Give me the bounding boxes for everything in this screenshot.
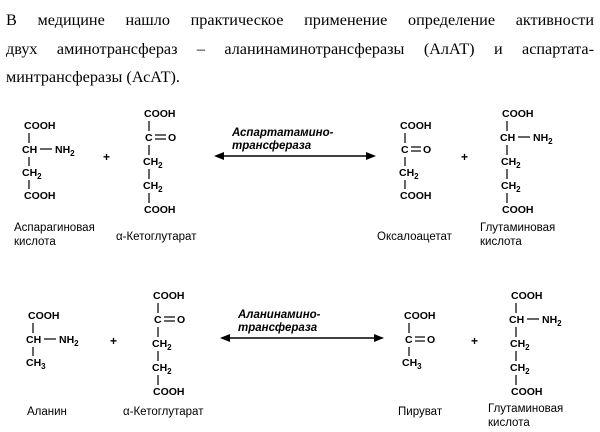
cooh-label: COOH xyxy=(511,290,543,302)
cooh-label: COOH xyxy=(28,310,60,322)
glutamic-acid-name-line-2: кислота xyxy=(488,417,530,429)
ch2-label: $CH_2$ xyxy=(510,338,530,352)
glutamic-acid-name-line-1: Глутаминовая xyxy=(480,222,556,234)
ch2-label: $CH_2$ xyxy=(143,156,163,170)
pyruvate-structure xyxy=(402,310,436,371)
cooh-label: COOH xyxy=(144,108,176,120)
reaction-2 xyxy=(26,290,563,429)
glutamic-acid-name-line-2: кислота xyxy=(480,236,522,248)
aspartic-acid-name-line-1: Аспарагиновая xyxy=(14,222,95,234)
cooh-label: COOH xyxy=(144,204,176,216)
ch-label: CH xyxy=(22,144,38,156)
aspartic-acid-structure xyxy=(22,120,75,202)
carbon-label: C xyxy=(145,132,153,144)
cooh-label: COOH xyxy=(502,108,534,120)
oxygen-label: O xyxy=(177,314,186,326)
plus-sign: + xyxy=(103,150,111,164)
glutamic-acid-structure xyxy=(509,290,562,398)
cooh-label: COOH xyxy=(400,190,432,202)
aspartic-acid-name-line-2: кислота xyxy=(14,236,56,248)
cooh-label: COOH xyxy=(24,120,56,132)
pyruvate-name: Пируват xyxy=(398,406,443,418)
ch2-label: $CH_2$ xyxy=(143,180,163,194)
amino-group-label: $NH_2$ xyxy=(55,144,75,158)
alpha-ketoglutarate-name: α-Кетоглутарат xyxy=(123,406,204,418)
ch3-label: $CH_3$ xyxy=(402,357,422,371)
oxaloacetate-structure xyxy=(399,120,432,202)
cooh-label: COOH xyxy=(153,290,185,302)
ch2-label: $CH_2$ xyxy=(501,156,521,170)
plus-sign: + xyxy=(471,334,479,348)
reaction-1 xyxy=(14,108,555,248)
enzyme-name-line-1: Аланинамино- xyxy=(238,309,321,321)
alanine-structure xyxy=(26,310,79,371)
ch2-label: $CH_2$ xyxy=(399,167,419,181)
ch2-label: $CH_2$ xyxy=(510,362,530,376)
carbon-label: C xyxy=(405,334,413,346)
amino-group-label: $NH_2$ xyxy=(59,334,79,348)
ch-label: CH xyxy=(500,132,516,144)
alpha-ketoglutarate-structure xyxy=(152,290,185,398)
ch2-label: $CH_2$ xyxy=(152,338,172,352)
paragraph-line-2: двух аминотрансфераз – аланинаминотрансферазы (АлАТ) и аспартата- xyxy=(6,39,594,58)
amino-group-label: $NH_2$ xyxy=(542,314,562,328)
oxygen-label: O xyxy=(168,132,177,144)
carbon-label: C xyxy=(401,144,409,156)
cooh-label: COOH xyxy=(502,204,534,216)
alanine-name: Аланин xyxy=(27,406,67,418)
glutamic-acid-structure xyxy=(500,108,553,216)
alpha-ketoglutarate-structure xyxy=(143,108,176,216)
cooh-label: COOH xyxy=(404,310,436,322)
ch2-label: $CH_2$ xyxy=(152,362,172,376)
ch2-label: $CH_2$ xyxy=(22,167,42,181)
cooh-label: COOH xyxy=(511,386,543,398)
enzyme-name-line-1: Аспартатамино- xyxy=(232,127,334,139)
alpha-ketoglutarate-name: α-Кетоглутарат xyxy=(116,231,197,243)
carbon-label: C xyxy=(154,314,162,326)
oxygen-label: O xyxy=(427,334,436,346)
ch-label: CH xyxy=(26,334,42,346)
paragraph-line-1: В медицине нашло практическое применение определение активности xyxy=(6,11,594,29)
paragraph-line-3: минтрансферазы (АсАТ). xyxy=(6,68,180,86)
oxaloacetate-name: Оксалоацетат xyxy=(377,231,452,243)
ch2-label: $CH_2$ xyxy=(501,180,521,194)
enzyme-name-line-2: трансфераза xyxy=(238,322,318,334)
cooh-label: COOH xyxy=(24,190,56,202)
enzyme-name-line-2: трансфераза xyxy=(232,140,312,152)
cooh-label: COOH xyxy=(400,120,432,132)
ch3-label: $CH_3$ xyxy=(26,357,46,371)
cooh-label: COOH xyxy=(153,386,185,398)
glutamic-acid-name-line-1: Глутаминовая xyxy=(488,403,564,415)
plus-sign: + xyxy=(461,150,469,164)
ch-label: CH xyxy=(509,314,525,326)
amino-group-label: $NH_2$ xyxy=(533,132,553,146)
plus-sign: + xyxy=(110,334,118,348)
oxygen-label: O xyxy=(423,144,432,156)
